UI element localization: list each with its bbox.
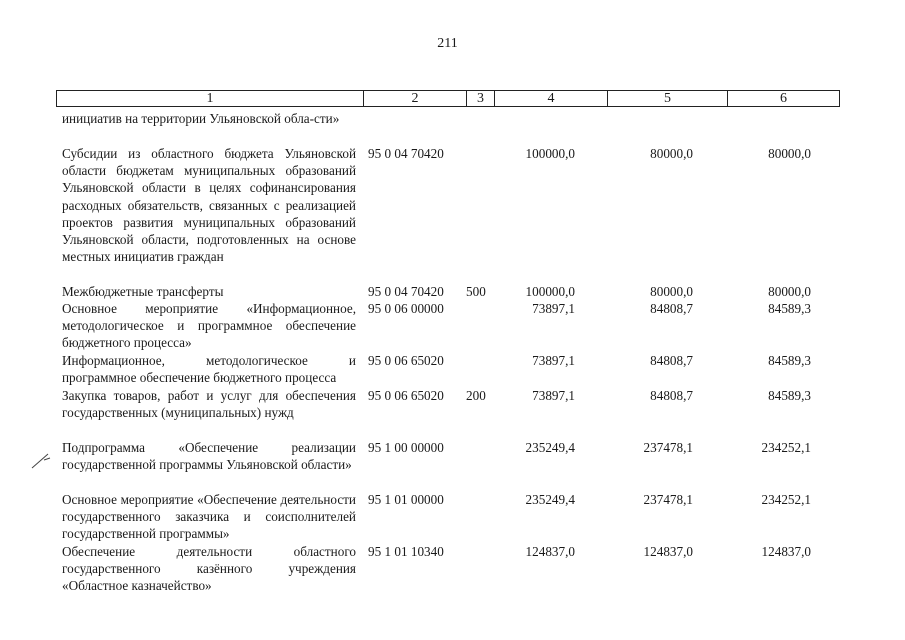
- row-value-col5: 237478,1: [643, 440, 693, 455]
- row-description: Межбюджетные трансферты: [62, 284, 224, 299]
- row-value-col6: 80000,0: [768, 284, 811, 299]
- row-code: 95 0 06 65020: [368, 388, 444, 403]
- row-code: 95 0 06 65020: [368, 353, 444, 368]
- row-description: Субсидии из областного бюджета Ульяновской области бюджетам муниципальных образований Ульяновской области в целях софинансирования расходных обязательств, связанных с реализацией проектов развития муниципальных образований Ульяновской области, подготовленных на основе местных инициатив граждан: [62, 146, 356, 265]
- row-description: инициатив на территории Ульяновской обла-сти»: [62, 111, 340, 126]
- page-number: 211: [437, 36, 458, 51]
- row-value-col5: 124837,0: [643, 544, 693, 559]
- row-code: 95 1 01 00000: [368, 492, 444, 507]
- row-kvr: 500: [466, 284, 486, 299]
- row-value-col6: 124837,0: [761, 544, 811, 559]
- header-col-2: 2: [363, 91, 466, 106]
- row-value-col5: 80000,0: [650, 146, 693, 161]
- scan-mark: [30, 452, 52, 470]
- row-kvr: 200: [466, 388, 486, 403]
- row-value-col4: 235249,4: [525, 440, 575, 455]
- row-code: 95 1 00 00000: [368, 440, 444, 455]
- row-code: 95 0 04 70420: [368, 284, 444, 299]
- row-value-col4: 100000,0: [525, 284, 575, 299]
- row-value-col4: 235249,4: [525, 492, 575, 507]
- row-value-col6: 84589,3: [768, 388, 811, 403]
- header-col-6: 6: [727, 91, 839, 106]
- header-col-5: 5: [607, 91, 727, 106]
- row-value-col6: 80000,0: [768, 146, 811, 161]
- row-value-col5: 84808,7: [650, 353, 693, 368]
- row-value-col4: 73897,1: [532, 353, 575, 368]
- row-code: 95 0 04 70420: [368, 146, 444, 161]
- row-description: Информационное, методологическое и программное обеспечение бюджетного процесса: [62, 353, 356, 386]
- row-value-col6: 84589,3: [768, 301, 811, 316]
- row-description: Закупка товаров, работ и услуг для обеспечения государственных (муниципальных) нужд: [62, 388, 356, 421]
- row-value-col4: 73897,1: [532, 388, 575, 403]
- row-value-col4: 124837,0: [525, 544, 575, 559]
- row-value-col4: 100000,0: [525, 146, 575, 161]
- row-value-col5: 80000,0: [650, 284, 693, 299]
- row-value-col4: 73897,1: [532, 301, 575, 316]
- table-header: [56, 90, 840, 107]
- header-col-3: 3: [466, 91, 494, 106]
- row-value-col5: 84808,7: [650, 301, 693, 316]
- row-value-col6: 234252,1: [761, 492, 811, 507]
- row-code: 95 1 01 10340: [368, 544, 444, 559]
- row-description: Основное мероприятие «Информационное, методологическое и программное обеспечение бюджетного процесса»: [62, 301, 356, 351]
- row-value-col5: 237478,1: [643, 492, 693, 507]
- row-value-col5: 84808,7: [650, 388, 693, 403]
- row-code: 95 0 06 00000: [368, 301, 444, 316]
- header-col-1: 1: [206, 91, 214, 106]
- row-value-col6: 84589,3: [768, 353, 811, 368]
- row-value-col6: 234252,1: [761, 440, 811, 455]
- header-col-4: 4: [494, 91, 607, 106]
- row-description: Обеспечение деятельности областного государственного казённого учреждения «Областное казначейство»: [62, 544, 356, 594]
- row-description: Подпрограмма «Обеспечение реализации государственной программы Ульяновской области»: [62, 440, 356, 473]
- row-description: Основное мероприятие «Обеспечение деятельности государственного заказчика и соисполнителей государственной программы»: [62, 492, 356, 542]
